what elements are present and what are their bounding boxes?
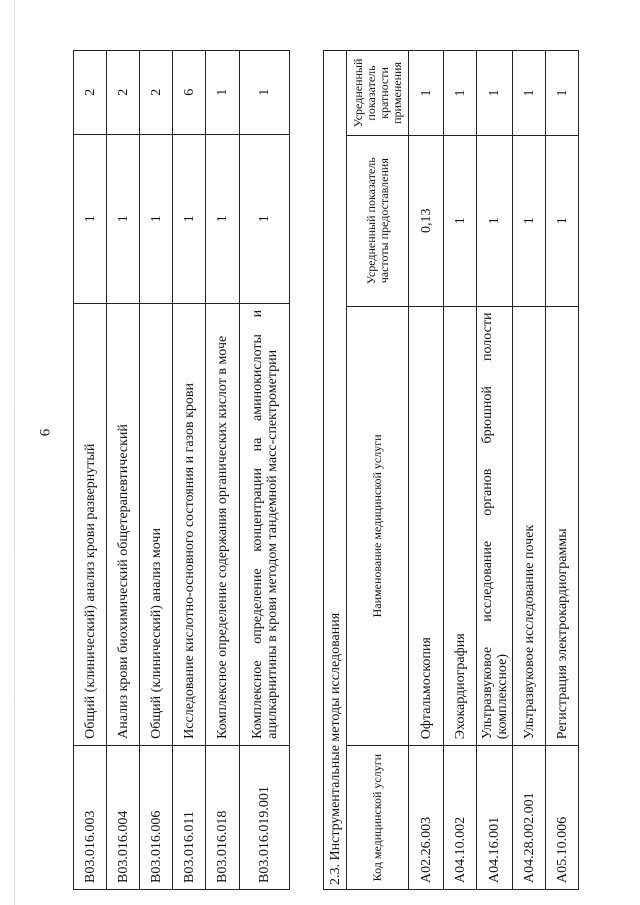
cell-freq: 1	[477, 135, 513, 306]
header-name: Наименование медицинской услуги	[347, 306, 409, 746]
cell-code: A04.10.002	[444, 746, 477, 890]
cell-mult: 1	[513, 51, 546, 136]
lab-tests-table	[73, 50, 290, 890]
cell-mult: 1	[240, 51, 290, 135]
instrumental-methods-table	[346, 50, 579, 890]
cell-freq: 1	[546, 135, 579, 306]
table-row	[513, 51, 546, 890]
cell-name: Исследование кислотно-основного состояния и газов крови	[173, 303, 206, 745]
cell-mult: 6	[173, 51, 206, 135]
table-row	[173, 51, 206, 890]
header-code: Код медицинской услуги	[347, 746, 409, 890]
cell-name: Анализ крови биохимический общетерапевтический	[107, 303, 140, 745]
table-header-row	[347, 51, 409, 890]
table-row	[477, 51, 513, 890]
cell-name: Общий (клинический) анализ мочи	[140, 303, 173, 745]
cell-code: B03.016.018	[206, 745, 240, 889]
cell-name: Офтальмоскопия	[409, 306, 444, 746]
cell-freq: 1	[444, 135, 477, 306]
cell-name: Эхокардиография	[444, 306, 477, 746]
cell-freq: 1	[240, 134, 290, 303]
cell-freq: 1	[74, 134, 107, 303]
cell-mult: 1	[409, 51, 444, 136]
cell-mult: 1	[477, 51, 513, 136]
cell-name: Комплексное определение концентрации на аминокислоты и ацилкарнитины в крови методом тандемной масс-спектрометрии	[240, 303, 290, 745]
section-title: 2.3. Инструментальные методы исследования	[323, 50, 346, 890]
cell-name: Регистрация электрокардиограммы	[546, 306, 579, 746]
cell-code: B03.016.011	[173, 745, 206, 889]
cell-code: A04.16.001	[477, 746, 513, 890]
table-row	[409, 51, 444, 890]
table-row	[107, 51, 140, 890]
table-row	[546, 51, 579, 890]
page-number: 6	[37, 428, 54, 437]
cell-mult: 2	[140, 51, 173, 135]
cell-code: A05.10.006	[546, 746, 579, 890]
cell-freq: 1	[206, 134, 240, 303]
table-row	[74, 51, 107, 890]
cell-freq: 0,13	[409, 135, 444, 306]
cell-code: B03.016.019.001	[240, 745, 290, 889]
cell-code: B03.016.003	[74, 745, 107, 889]
cell-code: B03.016.006	[140, 745, 173, 889]
cell-name: Ультразвуковое исследование органов брюшной полости (комплексное)	[477, 306, 513, 746]
header-freq: Усредненный показатель частоты предоставления	[347, 135, 409, 306]
cell-code: A02.26.003	[409, 746, 444, 890]
cell-code: A04.28.002.001	[513, 746, 546, 890]
table-row	[206, 51, 240, 890]
cell-mult: 1	[444, 51, 477, 136]
table-row	[240, 51, 290, 890]
cell-code: B03.016.004	[107, 745, 140, 889]
cell-name: Комплексное определение содержания органических кислот в моче	[206, 303, 240, 745]
cell-freq: 1	[107, 134, 140, 303]
header-mult: Усредненный показатель кратности применения	[347, 51, 409, 136]
cell-mult: 1	[206, 51, 240, 135]
cell-mult: 1	[546, 51, 579, 136]
table-row	[140, 51, 173, 890]
cell-mult: 2	[107, 51, 140, 135]
cell-freq: 1	[173, 134, 206, 303]
cell-freq: 1	[140, 134, 173, 303]
cell-freq: 1	[513, 135, 546, 306]
cell-name: Ультразвуковое исследование почек	[513, 306, 546, 746]
table-row	[444, 51, 477, 890]
cell-mult: 2	[74, 51, 107, 135]
cell-name: Общий (клинический) анализ крови развернутый	[74, 303, 107, 745]
